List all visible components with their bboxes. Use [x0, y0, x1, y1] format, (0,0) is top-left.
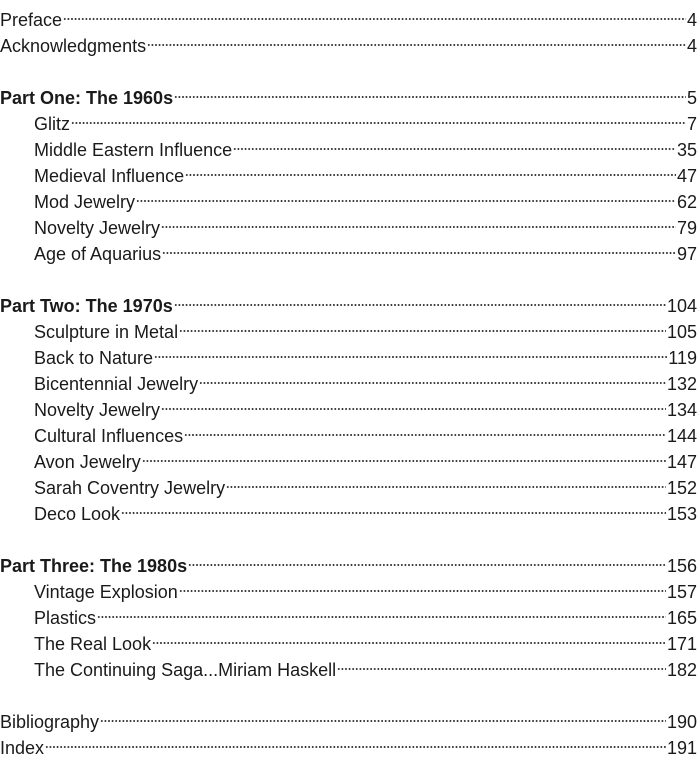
toc-entry[interactable] — [0, 338, 700, 368]
toc-entry[interactable] — [0, 182, 700, 212]
toc-entry-page: 62 — [676, 192, 697, 212]
toc-entry[interactable] — [0, 572, 700, 602]
toc-entry-page: 157 — [666, 582, 697, 602]
toc-entry-title: Index — [0, 738, 45, 758]
toc-entry-title: The Real Look — [34, 634, 152, 654]
dot-leader — [188, 546, 666, 572]
toc-entry[interactable] — [0, 156, 700, 186]
dot-leader — [184, 416, 666, 442]
dot-leader — [121, 494, 666, 520]
toc-entry-page: 4 — [686, 10, 697, 30]
toc-entry[interactable] — [0, 468, 700, 498]
dot-leader — [179, 312, 666, 338]
toc-entry-page: 153 — [666, 504, 697, 524]
dot-leader — [147, 26, 686, 52]
toc-part-title: Part Two: The 1970s — [0, 296, 173, 316]
toc-entry-page: 171 — [666, 634, 697, 654]
toc-part-two[interactable] — [0, 286, 700, 316]
toc-entry-title: Novelty Jewelry — [34, 400, 161, 420]
toc-entry-title: Age of Aquarius — [34, 244, 162, 264]
toc-entry-acknowledgments[interactable] — [0, 26, 700, 56]
toc-part-page: 5 — [686, 88, 697, 108]
dot-leader — [162, 234, 676, 260]
toc-entry-title: Back to Nature — [34, 348, 154, 368]
toc-entry-page: 191 — [666, 738, 697, 758]
toc-entry[interactable] — [0, 234, 700, 264]
toc-entry[interactable] — [0, 598, 700, 628]
toc-entry-title: Bibliography — [0, 712, 100, 732]
toc-entry[interactable] — [0, 494, 700, 524]
toc-entry-page: 7 — [686, 114, 697, 134]
toc-entry-preface[interactable] — [0, 0, 700, 30]
toc-entry-page: 105 — [666, 322, 697, 342]
toc-entry-page: 97 — [676, 244, 697, 264]
toc-entry-page: 47 — [676, 166, 697, 186]
toc-entry-title: Preface — [0, 10, 63, 30]
toc-entry-title: The Continuing Saga...Miriam Haskell — [34, 660, 337, 680]
toc-entry[interactable] — [0, 312, 700, 342]
toc-part-title: Part One: The 1960s — [0, 88, 174, 108]
toc-entry-title: Middle Eastern Influence — [34, 140, 233, 160]
dot-leader — [97, 598, 666, 624]
toc-entry-title: Avon Jewelry — [34, 452, 141, 472]
toc-entry-title: Cultural Influences — [34, 426, 184, 446]
toc-entry[interactable] — [0, 416, 700, 446]
dot-leader — [174, 78, 686, 104]
toc-part-one[interactable] — [0, 78, 700, 108]
dot-leader — [136, 182, 676, 208]
toc-entry-title: Sarah Coventry Jewelry — [34, 478, 226, 498]
toc-entry-page: 144 — [666, 426, 697, 446]
toc-entry[interactable] — [0, 208, 700, 238]
toc-entry-title: Novelty Jewelry — [34, 218, 161, 238]
dot-leader — [185, 156, 676, 182]
toc-entry[interactable] — [0, 390, 700, 420]
toc-entry-title: Vintage Explosion — [34, 582, 178, 602]
toc-entry-page: 132 — [666, 374, 697, 394]
dot-leader — [233, 130, 676, 156]
toc-entry-title: Sculpture in Metal — [34, 322, 179, 342]
toc-entry-title: Acknowledgments — [0, 36, 147, 56]
toc-entry-page: 182 — [666, 660, 697, 680]
dot-leader — [45, 728, 666, 754]
dot-leader — [179, 572, 666, 598]
dot-leader — [63, 0, 686, 26]
toc-entry[interactable] — [0, 624, 700, 654]
toc-entry[interactable] — [0, 442, 700, 472]
dot-leader — [199, 364, 666, 390]
toc-entry-page: 35 — [676, 140, 697, 160]
dot-leader — [161, 208, 676, 234]
toc-entry-page: 134 — [666, 400, 697, 420]
toc-part-title: Part Three: The 1980s — [0, 556, 188, 576]
toc-entry-index[interactable] — [0, 728, 700, 758]
toc-entry-title: Plastics — [34, 608, 97, 628]
toc-entry-page: 152 — [666, 478, 697, 498]
toc-entry-bibliography[interactable] — [0, 702, 700, 732]
dot-leader — [174, 286, 666, 312]
dot-leader — [152, 624, 666, 650]
toc-entry-title: Medieval Influence — [34, 166, 185, 186]
toc-entry-page: 79 — [676, 218, 697, 238]
dot-leader — [100, 702, 666, 728]
toc-entry-page: 147 — [666, 452, 697, 472]
toc-entry-title: Deco Look — [34, 504, 121, 524]
toc-part-page: 156 — [666, 556, 697, 576]
toc-entry-page: 4 — [686, 36, 697, 56]
toc-entry[interactable] — [0, 104, 700, 134]
toc-entry-page: 119 — [668, 348, 697, 368]
toc-part-page: 104 — [666, 296, 697, 316]
dot-leader — [337, 650, 666, 676]
dot-leader — [154, 338, 667, 364]
dot-leader — [226, 468, 666, 494]
dot-leader — [71, 104, 686, 130]
toc-entry-title: Bicentennial Jewelry — [34, 374, 199, 394]
toc-part-three[interactable] — [0, 546, 700, 576]
toc-entry-title: Mod Jewelry — [34, 192, 136, 212]
toc-entry[interactable] — [0, 130, 700, 160]
toc-entry-page: 165 — [666, 608, 697, 628]
toc-entry-page: 190 — [666, 712, 697, 732]
toc-entry-title: Glitz — [34, 114, 70, 134]
toc-entry[interactable] — [0, 364, 700, 394]
dot-leader — [142, 442, 666, 468]
toc-entry[interactable] — [0, 650, 700, 680]
dot-leader — [161, 390, 666, 416]
